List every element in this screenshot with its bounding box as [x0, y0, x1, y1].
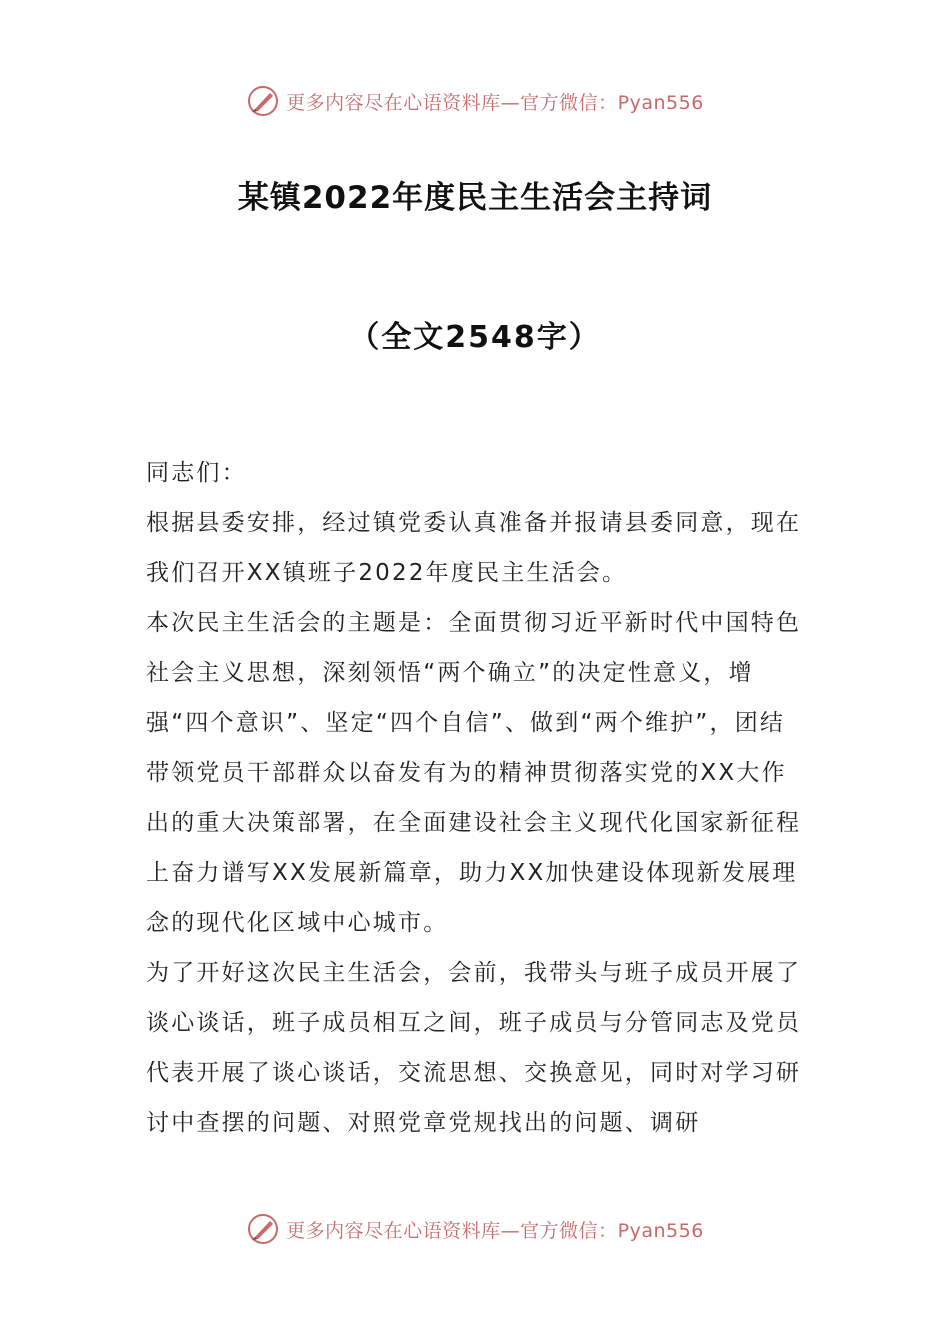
- watermark-text: 更多内容尽在心语资料库—官方微信：Pyan556: [286, 1219, 704, 1242]
- document-title: 某镇2022年度民主生活会主持词: [237, 180, 713, 216]
- paragraph: 本次民主生活会的主题是：全面贯彻习近平新时代中国特色社会主义思想，深刻领悟“两个确立”的决定性意义，增强“四个意识”、坚定“四个自信”、做到“两个维护”，团结带领党员干部群众以奋发有为的精神贯彻落实党的XX大作出的重大决策部署，在全面建设社会主义现代化国家新征程上奋力谱写XX发展新篇章，助力XX加快建设体现新发展理念的现代化区域中心城市。: [146, 610, 802, 936]
- watermark-text: 更多内容尽在心语资料库—官方微信：Pyan556: [286, 91, 704, 114]
- quill-pen-icon: [246, 84, 280, 118]
- footer-watermark: [0, 1212, 950, 1246]
- paragraph: 为了开好这次民主生活会，会前，我带头与班子成员开展了谈心谈话，班子成员相互之间，班子成员与分管同志及党员代表开展了谈心谈话，交流思想、交换意见，同时对学习研讨中查摆的问题、对照党章党规找出的问题、调研: [146, 960, 802, 1136]
- document-body: [146, 448, 808, 1148]
- header-watermark: [0, 84, 950, 118]
- paragraph-salutation: 同志们：: [146, 460, 247, 486]
- paragraph: 根据县委安排，经过镇党委认真准备并报请县委同意，现在我们召开XX镇班子2022年度民主生活会。: [146, 510, 802, 586]
- quill-pen-icon: [246, 1212, 280, 1246]
- document-subtitle: （全文2548字）: [349, 320, 601, 355]
